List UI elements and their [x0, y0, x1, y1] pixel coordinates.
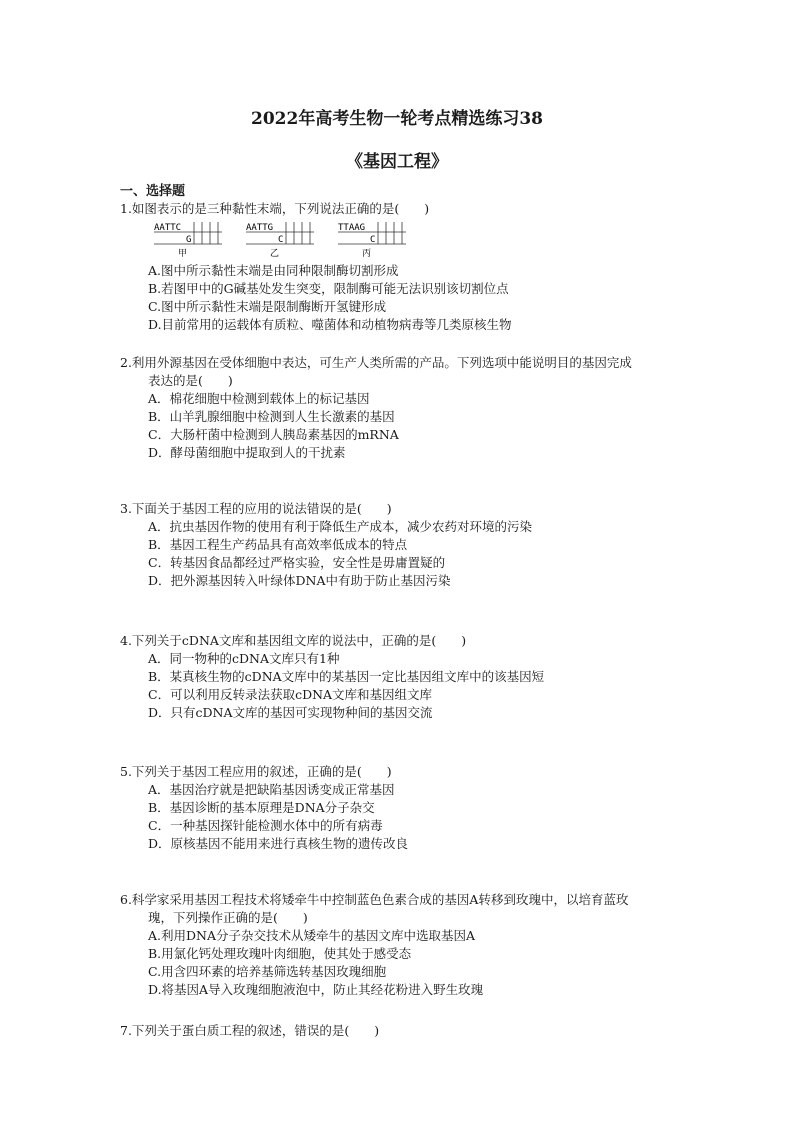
question-stem: 1.如图表示的是三种黏性末端，下列说法正确的是( ): [120, 201, 430, 216]
option-c: C．转基因食品都经过严格实验，安全性是毋庸置疑的: [148, 555, 446, 570]
sticky-end-jia: [154, 222, 222, 259]
question-stem: 4.下列关于cDNA文库和基因组文库的说法中，正确的是( ): [120, 633, 467, 648]
question-stem: 6.科学家采用基因工程技术将矮牵牛中控制蓝色色素合成的基因A转移到玫瑰中，以培育蓝玫: [120, 892, 629, 907]
option-c: C．大肠杆菌中检测到人胰岛素基因的mRNA: [148, 427, 399, 442]
question-stem: 2.利用外源基因在受体细胞中表达，可生产人类所需的产品。下列选项中能说明目的基因完成: [120, 355, 632, 370]
sticky-end-top-strand: AATTG: [246, 223, 274, 233]
document-subtitle: 《基因工程》: [346, 152, 448, 172]
question-5: [120, 763, 710, 853]
question-2: [120, 354, 710, 462]
option-b: B．基因工程生产药品具有高效率低成本的特点: [148, 537, 408, 552]
option-a: A．同一物种的cDNA文库只有1种: [148, 651, 340, 666]
option-a: A．棉花细胞中检测到载体上的标记基因: [148, 391, 370, 406]
option-c: C．一种基因探针能检测水体中的所有病毒: [148, 818, 383, 833]
option-a: A.图中所示黏性末端是由同种限制酶切割形成: [148, 263, 399, 278]
option-b: B．基因诊断的基本原理是DNA分子杂交: [148, 800, 375, 815]
option-d: D．酵母菌细胞中提取到人的干扰素: [148, 445, 346, 460]
question-stem: 7.下列关于蛋白质工程的叙述，错误的是( ): [120, 1023, 380, 1038]
option-a: A．抗虫基因作物的使用有利于降低生产成本，减少农药对环境的污染: [148, 519, 533, 534]
question-stem-continued: 表达的是( ): [148, 373, 233, 388]
sticky-ends-diagram: [150, 218, 430, 262]
option-c: C．可以利用反转录法获取cDNA文库和基因组文库: [148, 687, 433, 702]
option-d: D.目前常用的运载体有质粒、噬菌体和动植物病毒等几类原核生物: [148, 317, 512, 332]
sticky-end-label: 丙: [362, 249, 372, 259]
question-stem: 3.下面关于基因工程的应用的说法错误的是( ): [120, 501, 392, 516]
sticky-end-top-strand: AATTC: [154, 223, 182, 233]
sticky-end-bottom-strand: G: [186, 235, 192, 245]
option-d: D．只有cDNA文库的基因可实现物种间的基因交流: [148, 705, 433, 720]
sticky-end-label: 乙: [270, 249, 280, 259]
sticky-end-bing: [338, 222, 406, 259]
option-a: A.利用DNA分子杂交技术从矮牵牛的基因文库中选取基因A: [148, 928, 476, 943]
question-6: [120, 891, 710, 999]
option-b: B.用氯化钙处理玫瑰叶肉细胞，使其处于感受态: [148, 946, 412, 961]
section-heading: 一、选择题: [120, 184, 186, 199]
sticky-end-label: 甲: [178, 249, 188, 259]
question-stem: 5.下列关于基因工程应用的叙述，正确的是( ): [120, 764, 392, 779]
sticky-end-top-strand: TTAAG: [338, 223, 366, 233]
question-7: [120, 1022, 710, 1040]
option-b: B．山羊乳腺细胞中检测到人生长激素的基因: [148, 409, 395, 424]
option-a: A．基因治疗就是把缺陷基因诱变成正常基因: [148, 782, 395, 797]
sticky-end-bottom-strand: C: [370, 235, 376, 245]
option-b: B.若图甲中的G碱基处发生突变，限制酶可能无法识别该切割位点: [148, 281, 509, 296]
document-title: 2022年高考生物一轮考点精选练习38: [251, 109, 543, 129]
option-d: D.将基因A导入玫瑰细胞液泡中，防止其经花粉进入野生玫瑰: [148, 982, 484, 997]
question-3: [120, 500, 710, 590]
sticky-end-yi: [246, 222, 314, 259]
question-4: [120, 632, 710, 722]
option-c: C.用含四环素的培养基筛选转基因玫瑰细胞: [148, 964, 387, 979]
option-d: D．把外源基因转入叶绿体DNA中有助于防止基因污染: [148, 573, 451, 588]
sticky-end-bottom-strand: C: [278, 235, 284, 245]
option-c: C.图中所示黏性末端是限制酶断开氢键形成: [148, 299, 387, 314]
question-stem-continued: 瑰，下列操作正确的是( ): [148, 910, 308, 925]
option-d: D．原核基因不能用来进行真核生物的遗传改良: [148, 836, 409, 851]
option-b: B．某真核生物的cDNA文库中的某基因一定比基因组文库中的该基因短: [148, 669, 545, 684]
